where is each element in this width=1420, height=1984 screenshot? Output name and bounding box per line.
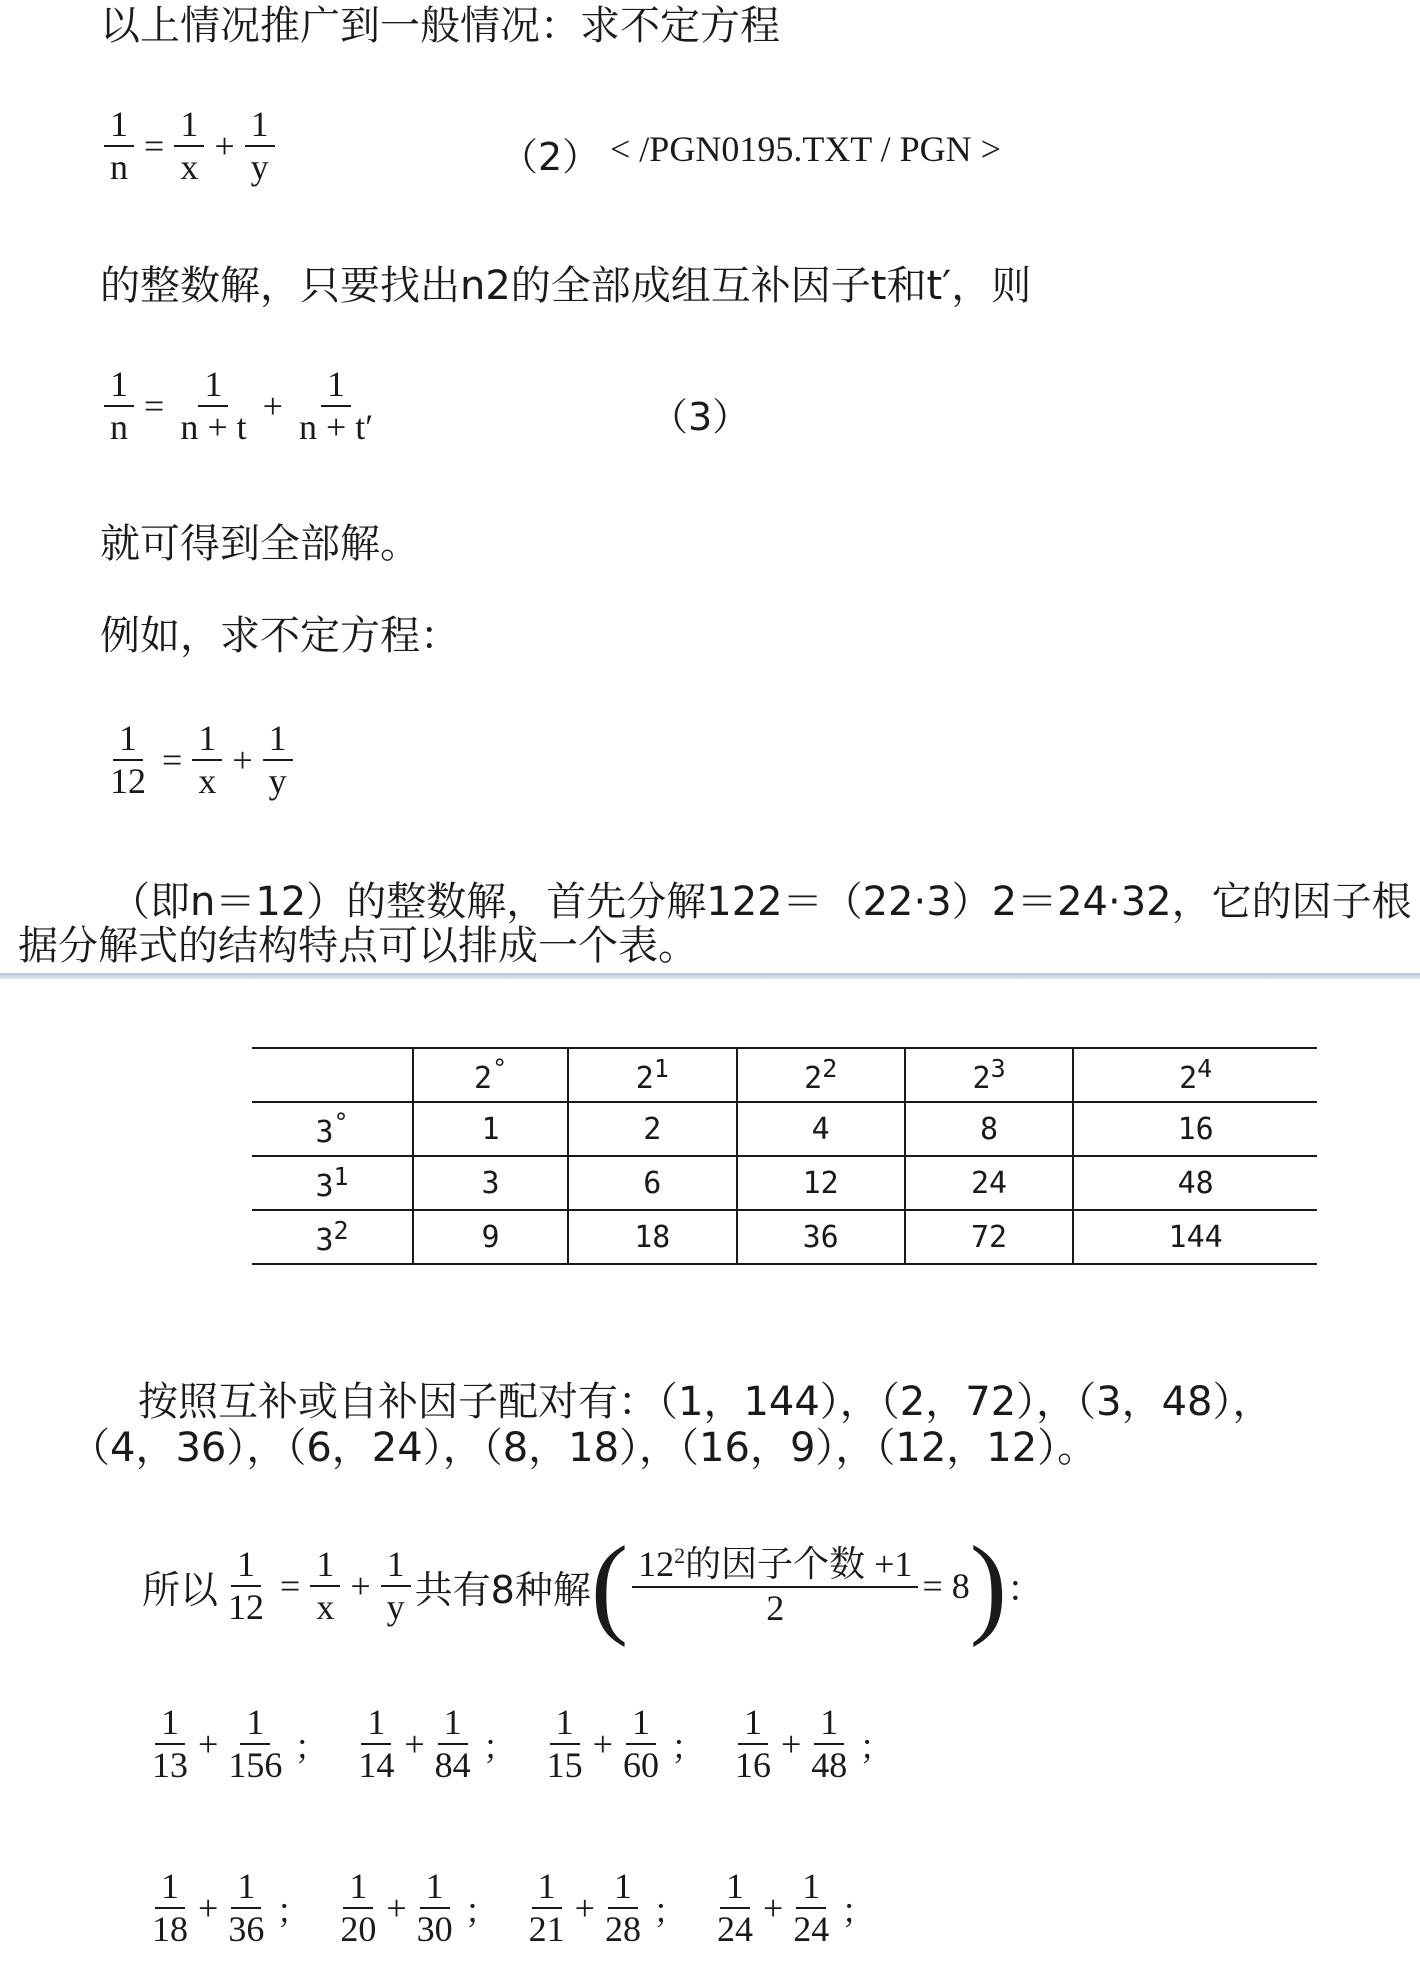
table-cell: 1	[413, 1102, 568, 1156]
table-corner-cell	[252, 1048, 413, 1102]
fraction: $\frac{1}{12}$	[110, 718, 146, 802]
paragraph-all-solutions: 就可得到全部解。	[100, 521, 420, 567]
right-paren: )	[969, 1524, 1008, 1648]
equation-example: $\frac{1}{12}$ = $\frac{1}{x}$ + $\frac{1}{y}$	[100, 718, 297, 803]
fraction: $\frac{1}{12}$	[228, 1543, 265, 1627]
table-cell: 16	[1073, 1102, 1317, 1156]
column-header: $2^4$	[1073, 1048, 1317, 1102]
table-cell: 3	[413, 1156, 568, 1210]
solution-pair: $\frac{1}{13}$ + $\frac{1}{156}$ ；	[152, 1702, 329, 1786]
solution-pair: $\frac{1}{21}$ + $\frac{1}{28}$ ；	[528, 1866, 687, 1950]
table-cell: 8	[905, 1102, 1073, 1156]
paragraph-factors: 的整数解，只要找出n2的全部成组互补因子t和t′，则	[100, 263, 1032, 309]
solutions-row-2	[142, 1866, 895, 1951]
paragraph-pairs-2: （4，36），（6，24），（8，18），（16，9），（12，12）。	[70, 1425, 1098, 1471]
paragraph-pairs-1: 按照互补或自补因子配对有：（1，144），（2，72），（3，48），	[138, 1379, 1273, 1425]
table-cell: 6	[568, 1156, 736, 1210]
table-cell: 2	[568, 1102, 736, 1156]
fraction: $\frac{1}{n}$	[104, 104, 134, 189]
equation-tag-2: （2）	[500, 135, 601, 179]
solution-pair: $\frac{1}{20}$ + $\frac{1}{30}$ ；	[340, 1866, 499, 1950]
fraction: $\frac{12^2的因子个数 +1}{2}$	[632, 1543, 918, 1629]
table-cell: 24	[905, 1156, 1073, 1210]
solution-pair: $\frac{1}{18}$ + $\frac{1}{36}$ ；	[152, 1866, 311, 1950]
column-header: $2^2$	[737, 1048, 905, 1102]
table-cell: 48	[1073, 1156, 1317, 1210]
factor-table	[252, 1047, 1317, 1265]
table-cell: 18	[568, 1210, 736, 1264]
page-marker: < /PGN0195.TXT / PGN >	[610, 129, 1001, 169]
table-row	[252, 1156, 1317, 1210]
fraction: $\frac{1}{n + t'}$	[298, 364, 374, 448]
row-header: $3^2$	[252, 1210, 413, 1264]
solution-pair: $\frac{1}{15}$ + $\frac{1}{60}$ ；	[546, 1702, 705, 1786]
solution-pair: $\frac{1}{14}$ + $\frac{1}{84}$ ；	[358, 1702, 517, 1786]
conclusion-equation: 所以 $\frac{1}{12}$ = $\frac{1}{x}$ + $\frac{1}{y}$ 共有8种解 ( $\frac{12^2的因子个数 +1}{2}$ = 8 ) ：	[142, 1524, 1044, 1648]
equation-2: $\frac{1}{n}$ = $\frac{1}{x}$ + $\frac{1}{y}$	[100, 104, 279, 189]
fraction: $\frac{1}{x}$	[174, 104, 204, 189]
fraction: $\frac{1}{y}$	[245, 104, 275, 189]
paragraph-decomposition-1: （即n＝12）的整数解，首先分解122＝（22·3）2＝24·32，它的因子根	[110, 879, 1412, 925]
equation-tag-3: （3）	[650, 395, 751, 439]
equation-3: $\frac{1}{n}$ = $\frac{1}{n + t}$ + $\frac{1}{n + t'}$	[100, 364, 383, 449]
fraction: $\frac{1}{n + t}$	[180, 364, 247, 448]
solution-pair: $\frac{1}{16}$ + $\frac{1}{48}$ ；	[734, 1702, 894, 1786]
row-header: $3^1$	[252, 1156, 413, 1210]
table-cell: 144	[1073, 1210, 1317, 1264]
table-cell: 36	[737, 1210, 905, 1264]
column-header: $2^1$	[568, 1048, 736, 1102]
fraction: $\frac{1}{n}$	[104, 364, 134, 449]
fraction: $\frac{1}{x}$	[192, 718, 222, 803]
paragraph-generalize: 以上情况推广到一般情况：求不定方程	[100, 3, 780, 49]
section-divider	[0, 973, 1420, 979]
table-cell: 12	[737, 1156, 905, 1210]
table-cell: 72	[905, 1210, 1073, 1264]
column-header: $2^3$	[905, 1048, 1073, 1102]
solution-pair: $\frac{1}{24}$ + $\frac{1}{24}$ ；	[716, 1866, 876, 1950]
paragraph-decomposition-2: 据分解式的结构特点可以排成一个表。	[18, 923, 698, 969]
table-header-row	[252, 1048, 1317, 1102]
table-cell: 4	[737, 1102, 905, 1156]
table-cell: 9	[413, 1210, 568, 1264]
fraction: $\frac{1}{x}$	[310, 1544, 340, 1629]
solutions-row-1	[142, 1702, 913, 1787]
table-row	[252, 1210, 1317, 1264]
table-row	[252, 1102, 1317, 1156]
paragraph-example: 例如，求不定方程：	[100, 613, 460, 659]
fraction: $\frac{1}{y}$	[263, 718, 293, 803]
fraction: $\frac{1}{y}$	[381, 1544, 411, 1629]
column-header: 2°	[413, 1048, 568, 1102]
row-header: 3°	[252, 1102, 413, 1156]
left-paren: (	[590, 1524, 629, 1648]
